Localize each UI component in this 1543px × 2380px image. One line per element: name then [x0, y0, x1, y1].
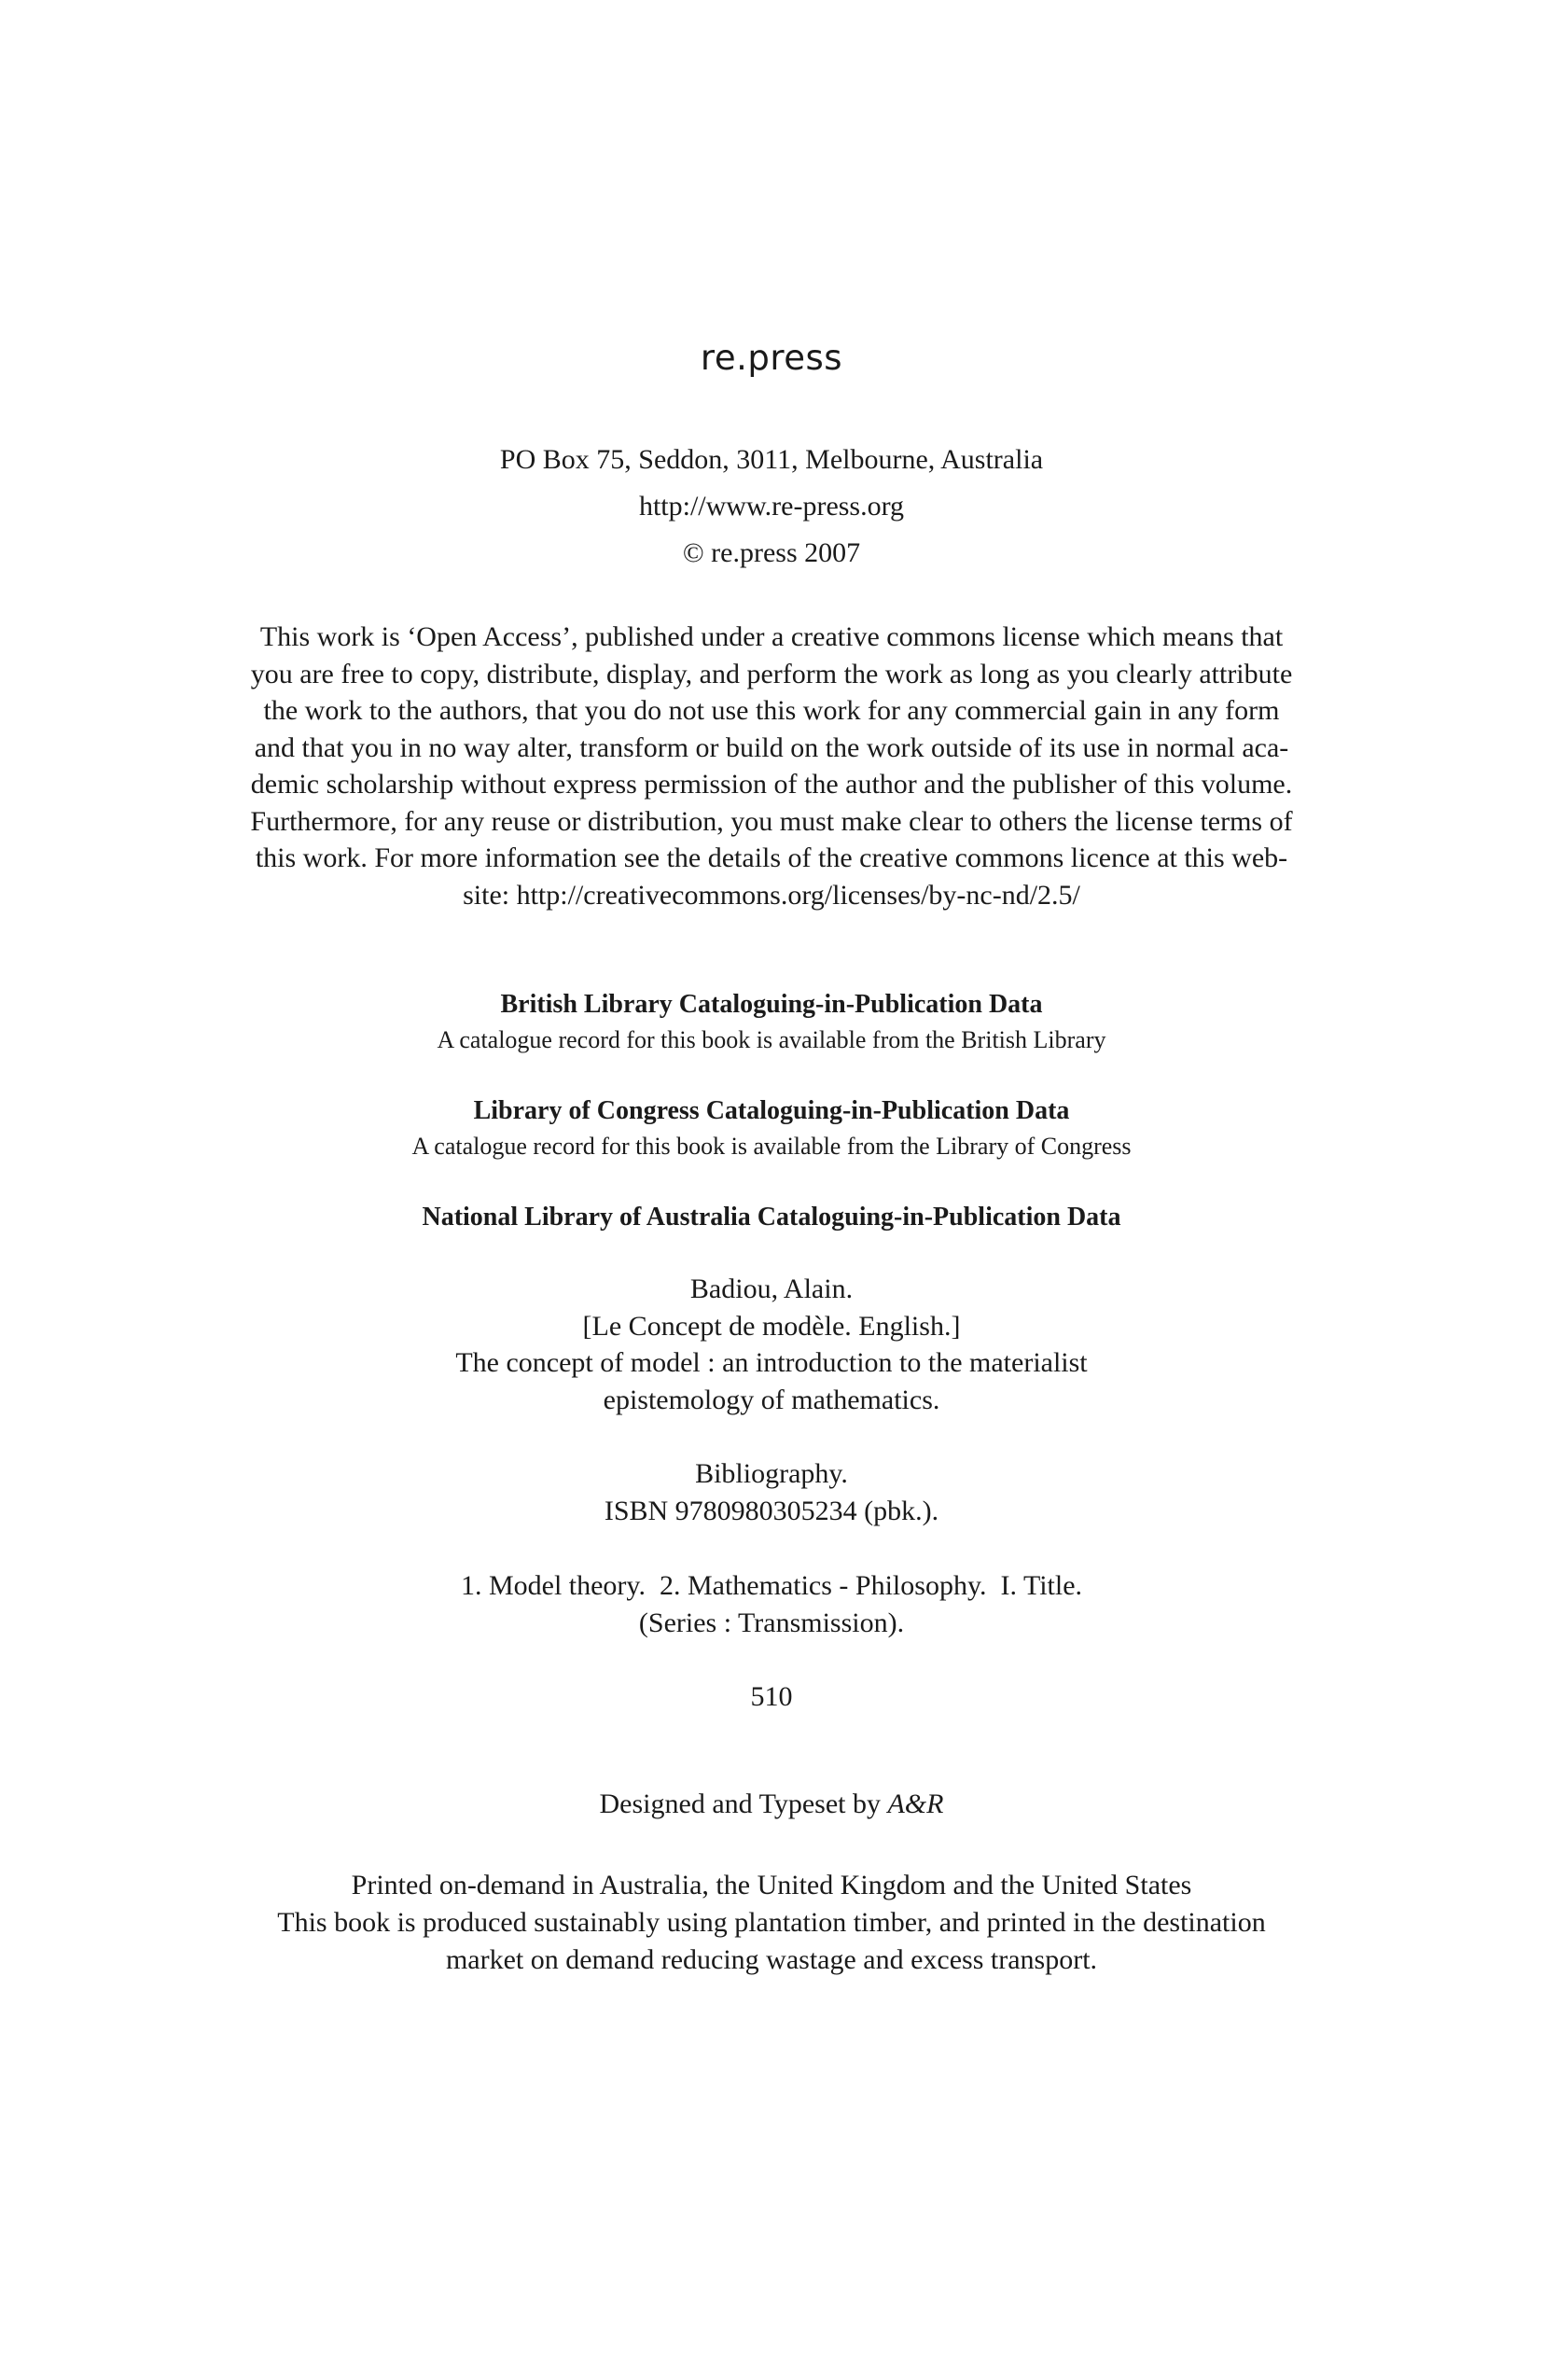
design-credit-name: A&R: [887, 1788, 944, 1819]
license-line: demic scholarship without express permission of the author and the publisher of this volume.: [250, 769, 1293, 800]
publisher-address: [0, 437, 1543, 577]
catalog-entry-title: [0, 1271, 1543, 1418]
catalog-line: (Series : Transmission).: [638, 1607, 905, 1638]
cip-text: A catalogue record for this book is available from the British Library: [437, 1026, 1106, 1053]
catalog-line: epistemology of mathematics.: [603, 1384, 940, 1415]
license-line: this work. For more information see the details of the creative commons licence at this web-: [255, 842, 1288, 873]
printing-line: market on demand reducing wastage and excess transport.: [445, 1944, 1098, 1975]
cip-heading: British Library Cataloguing-in-Publication Data: [500, 990, 1043, 1019]
design-credit: [0, 1786, 1543, 1823]
catalog-line: [Le Concept de modèle. English.]: [582, 1310, 961, 1342]
license-line: the work to the authors, that you do not use this work for any commercial gain in any form: [263, 695, 1280, 726]
publisher-name-text: re.press: [700, 338, 843, 378]
license-line: you are free to copy, distribute, display, and perform the work as long as you clearly attribute: [250, 658, 1293, 689]
cip-british-library: [0, 987, 1543, 1058]
design-label: Designed and Typeset by: [599, 1788, 888, 1819]
cip-text: A catalogue record for this book is available from the Library of Congress: [411, 1133, 1132, 1160]
catalog-entry-isbn: [0, 1455, 1543, 1529]
catalog-line: The concept of model : an introduction to the materialist: [455, 1347, 1088, 1378]
cip-library-of-congress: [0, 1093, 1543, 1164]
catalog-classification-number: [0, 1678, 1543, 1716]
publisher-name: [0, 338, 1543, 378]
license-line: site: http://creativecommons.org/licenses/by-nc-nd/2.5/: [463, 879, 1080, 911]
license-line: and that you in no way alter, transform or build on the work outside of its use in normal aca-: [254, 731, 1289, 763]
website-line: http://www.re-press.org: [638, 491, 905, 522]
catalog-line: Badiou, Alain.: [689, 1274, 854, 1304]
printing-notice: [0, 1867, 1543, 1979]
cip-heading: National Library of Australia Cataloguing-in-Publication Data: [422, 1203, 1121, 1232]
printing-line: Printed on-demand in Australia, the United Kingdom and the United States: [351, 1870, 1192, 1900]
catalog-line: ISBN 9780980305234 (pbk.).: [604, 1495, 939, 1526]
license-line: This work is ‘Open Access’, published under a creative commons license which means that: [259, 621, 1284, 652]
cip-national-library-australia: [0, 1200, 1543, 1235]
copyright-line: © re.press 2007: [682, 537, 861, 568]
catalog-entry-subjects: [0, 1567, 1543, 1641]
classification-number: 510: [750, 1681, 793, 1712]
catalog-line: Bibliography.: [695, 1458, 848, 1489]
address-line: PO Box 75, Seddon, 3011, Melbourne, Australia: [499, 444, 1044, 475]
cip-heading: Library of Congress Cataloguing-in-Publication Data: [473, 1096, 1070, 1125]
printing-line: This book is produced sustainably using plantation timber, and printed in the destination: [277, 1907, 1266, 1938]
design-credit-line: [0, 1786, 1543, 1823]
license-paragraph: [0, 619, 1543, 913]
catalog-line: 1. Model theory. 2. Mathematics - Philosophy. I. Title.: [460, 1570, 1083, 1601]
license-line: Furthermore, for any reuse or distribution, you must make clear to others the license terms of: [250, 805, 1293, 837]
